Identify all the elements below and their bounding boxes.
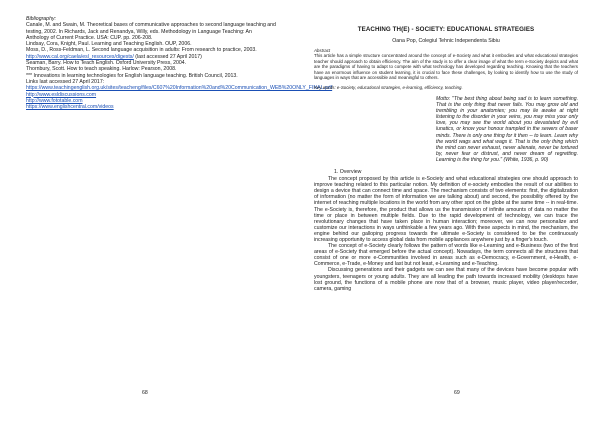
bib-entry-moss (26, 47, 276, 60)
bib-entry-lindsay: Lindsay, Cora, Knight, Paul. Learning and Teaching English. OUP, 2006. (26, 41, 192, 48)
moss-link[interactable]: http://www.cal.org/caela/esl_resources/digests/ (26, 53, 134, 60)
bibliography-heading: Bibliography: (26, 16, 56, 22)
bib-entry-moss-text: Moss, D., Ross-Feldman, L. Second language acquisition in adults: From research to practice, 2003. (26, 47, 257, 54)
page-number-right: 69 (454, 390, 460, 396)
bib-entry-thornbury: Thornbury, Scott. How to teach speaking. Harlow: Pearson, 2008. (26, 66, 177, 73)
right-page (300, 0, 600, 424)
abstract-heading: Abstract (314, 48, 331, 53)
abstract-text: This article has a simple structure concentrated around the concept of e-Society and what it embodies and what educational strategies teacher should approach to obtain efficiency. The aim of the study is to offer a clear image of what the term e-Society depicts and what are the paradigms of having to adapt to compete with what technology has developed regarding teaching. Knowing that the teachers have an enormous influence on student learning, it is crucial to face these challenges, by looking to identify how to use the study of languages in ways that are accessible and meaningful to others. (314, 53, 578, 80)
bib-entry-canale: Canale, M. and Swain, M. Theoretical bases of communicative approaches to second language teaching and testing, 2002. In Richards, Jack and Renandya, Willy, eds. Methodology in Language Teaching: An Anthology of Current Practice. USA: CUP. pp. 206-208. (26, 22, 276, 41)
link-teachingenglish[interactable]: https://www.teachingenglish.org.uk/sites/teacheng/files/C607%20Information%20and%20Communication_WEB%20ONLY_FINAL.pdf (26, 85, 333, 92)
body-paragraph: The concept of e-Society clearly follows the pattern of words like e-Learning and e-Business (two of the first areas of e-Society that emerged before the actual concept). Nowadays, the term connects all the structures that consist of one or more e-Communities involved in areas such as e-Democracy, e-Government, e-Health, e-Commerce, e-Trade, e-Money and last but not least, e-Learning and e-Teaching. (314, 243, 578, 268)
page-number-left: 68 (142, 390, 148, 396)
author-line: Oana Pop, Colegiul Tehnic Independenta Sibiu (392, 38, 500, 44)
article-title: TEACHING TH(E) - SOCIETY: EDUCATIONAL STRATEGIES (357, 26, 535, 33)
bib-entry-british-council: *** Innovations in learning technologies for English language teaching. British Council, 2013. (26, 72, 238, 79)
moss-accessed: (last accessed 27 April 2017) (133, 53, 202, 60)
link-fototable[interactable]: http://www.fototable.com (26, 97, 83, 104)
motto-quote: Motto: "The best thing about being sad is to learn something. That is the only thing that never fails. You may grow old and trembling in your anatomies; you may lie awake at night listening to the disorder in your veins, you may miss your only love, you may see the world about you devastated by evil lunatics, or know your honour trampled in the sewers of baser minds. There is only one thing for it then -- to learn. Learn why the world wags and what wags it. That is the only thing which the mind can never exhaust, never alienate, never be tortured by, never fear or distrust, and never dream of regretting. Learning is the thing for you." (White, 1936, p. 90) (436, 96, 578, 163)
keywords: Key words: e-Society, educational strategies, e-learning, efficiency, teaching. (314, 84, 463, 90)
link-englishcentral[interactable]: https://www.englishcentral.com/videos (26, 104, 114, 111)
links-accessed-note: Links last accessed 27 April 2017: (26, 78, 105, 85)
link-esldiscussions[interactable]: http://www.esldiscussions.com (26, 91, 97, 98)
section-heading-overview: 1. Overview (334, 169, 362, 176)
body-paragraph: Discussing generations and their gadgets we can see that many of the devices have become popular with youngsters, teenagers or young adults. They are all leading the path towards increased mobility (desktops have lost ground, the functions of a mobile phone are now that of a browser, music player, video player/recorder, camera, gaming (314, 267, 578, 292)
body-paragraph: The concept proposed by this article is e-Society and what educational strategies one should approach to improve teaching related to this particular notion. My definition of e-society embodies the result of our abilities to design a device that can connect time and space. The mechanism consists of two elements: first, the digitalization of information (no matter the form of information we are talking about) and second, the possibility offered by the internet of reaching multiple locations in the world from any other spot on the globe at the same time -- in real-time. The e-Society is, therefore, the product that allows us the transmission of infinite amounts of data no matter the time or place in between multiple fields. Due to the rapid development of technology, we can trace the revolutionary changes that have taken place in human interaction; moreover, we can now personalize and customize our interactions in ways unthinkable a few years ago. With these aspects in mind, the mechanism, the engine behind our galloping progress towards the ultimate e-Society is considered to be the continuously increasing opportunity to access global data from mobile appliances anywhere just by a finger's touch. (314, 176, 578, 243)
bib-entry-seaman: Seaman, Barry. How to Teach English. Oxford University Press, 2004. (26, 60, 187, 67)
